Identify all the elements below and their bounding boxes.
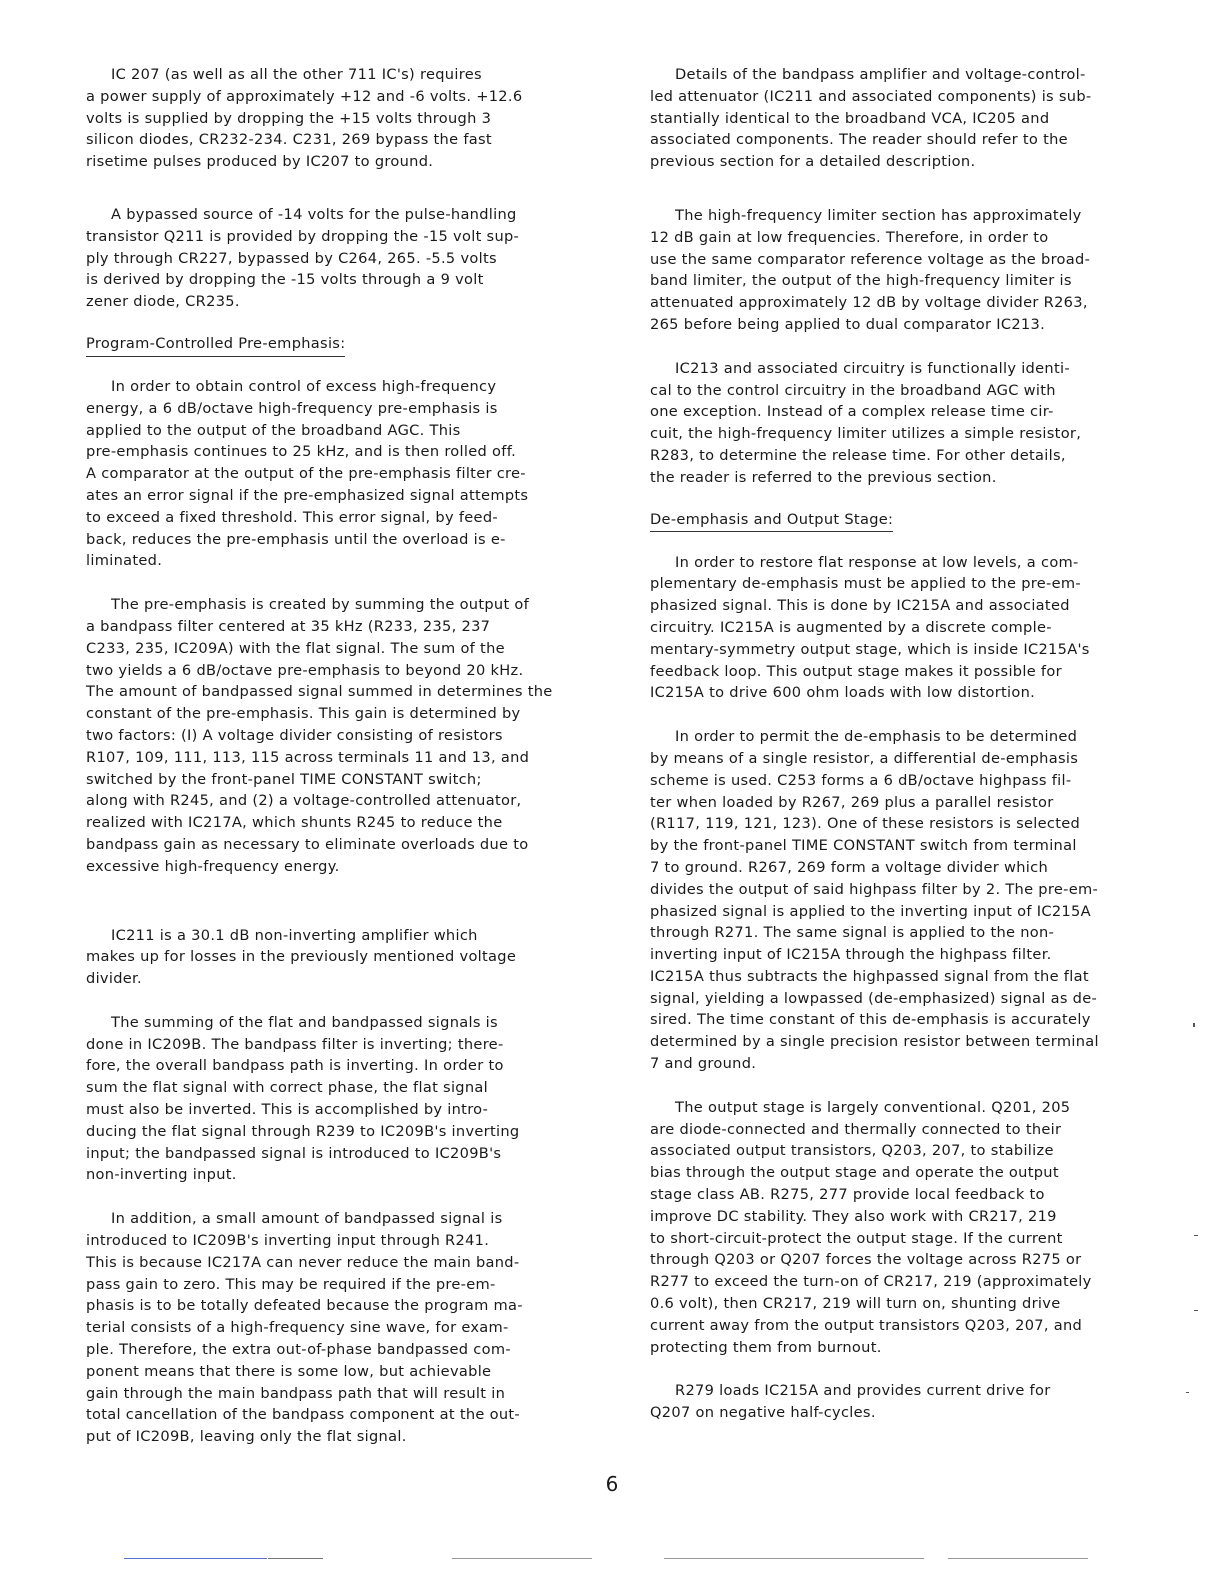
scan-speck bbox=[1186, 1392, 1189, 1393]
scan-speck bbox=[1193, 1023, 1195, 1027]
scan-speck bbox=[1194, 1310, 1198, 1311]
left-column bbox=[86, 64, 572, 1448]
paragraph: In order to obtain control of excess high-frequency energy, a 6 dB/octave high-frequency pre-emphasis is applied to the output of the broadband AGC. This pre-emphasis continues to 25 kHz, and is then rolled off. A comparator at the output of the pre-emphasis filter cre- ates an error signal if the pre-emphasized signal attempts to exceed a fixed threshold. This error signal, by feed- back, reduces the pre-emphasis until the overload is e- liminated. bbox=[86, 377, 529, 570]
paragraph: The summing of the flat and bandpassed signals is done in IC209B. The bandpass filter is inverting; there- fore, the overall bandpass path is inverting. In order to sum the flat signal with correct phase, the flat signal must also be inverted. This is accomplished by intro- ducing the flat signal through R239 to IC209B's inverting input; the bandpassed signal is introduced to IC209B's non-inverting input. bbox=[86, 1013, 520, 1184]
paragraph: IC211 is a 30.1 dB non-inverting amplifier which makes up for losses in the previously mentioned voltage divider. bbox=[86, 926, 517, 988]
paragraph: In order to permit the de-emphasis to be determined by means of a single resistor, a differential de-emphasis scheme is used. C253 forms a 6 dB/octave highpass fil- ter when loaded by R267, 269 plus a parallel resistor (R117, 119, 121, 123). One of these resistors is selected by the front-panel TIME CONSTANT switch from terminal 7 to ground. R267, 269 form a voltage divider which divides the output of said highpass filter by 2. The pre-em- phasized signal is applied to the inverting input of IC215A through R271. The same signal is applied to the non- inverting input of IC215A through the highpass filter. IC215A thus subtracts the highpassed signal from the flat signal, yielding a lowpassed (de-emphasized) signal as de- sired. The time constant of this de-emphasis is accurately determined by a single precision resistor between terminal 7 and ground. bbox=[650, 728, 1099, 1073]
section-heading-pre-emphasis: Program-Controlled Pre-emphasis: bbox=[86, 333, 345, 357]
paragraph: The pre-emphasis is created by summing the output of a bandpass filter centered at 35 kHz (R233, 235, 237 C233, 235, IC209A) with the flat signal. The sum of the two yields a 6 dB/octave pre-emphasis to beyond 20 kHz. The amount of bandpassed signal summed in determines the constant of the pre-emphasis. This gain is determined by two factors: (I) A voltage divider consisting of resistors R107, 109, 111, 113, 115 across terminals 11 and 13, and switched by the front-panel TIME CONSTANT switch; along with R245, and (2) a voltage-controlled attenuator, realized with IC217A, which shunts R245 to reduce the bandpass gain as necessary to eliminate overloads due to excessive high-frequency energy. bbox=[86, 596, 553, 875]
footer-rule bbox=[452, 1558, 592, 1559]
footer-rule bbox=[268, 1558, 323, 1559]
paragraph: The output stage is largely conventional. Q201, 205 are diode-connected and thermally connected to their associated output transistors, Q203, 207, to stabilize bias through the output stage and operate the output stage class AB. R275, 277 provide local feedback to improve DC stability. They also work with CR217, 219 to short-circuit-protect the output stage. If the current through Q203 or Q207 forces the voltage across R275 or R277 to exceed the turn-on of CR217, 219 (approximately 0.6 volt), then CR217, 219 will turn on, shunting drive current away from the output transistors Q203, 207, and protecting them from burnout. bbox=[650, 1098, 1092, 1356]
paragraph: R279 loads IC215A and provides current drive for Q207 on negative half-cycles. bbox=[650, 1382, 1051, 1422]
paragraph: Details of the bandpass amplifier and voltage-control- led attenuator (IC211 and associated components) is sub- stantially identical to the broadband VCA, IC205 and associated components. The reader should refer to the previous section for a detailed description. bbox=[650, 66, 1092, 171]
paragraph: IC213 and associated circuitry is functionally identi- cal to the control circuitry in the broadband AGC with one exception. Instead of a complex release time cir- cuit, the high-frequency limiter utilizes a simple resistor, R283, to determine the release time. For other details, the reader is referred to the previous section. bbox=[650, 359, 1082, 486]
footer-rule bbox=[664, 1558, 924, 1559]
paragraph: The high-frequency limiter section has approximately 12 dB gain at low frequencies. Therefore, in order to use the same comparator reference voltage as the broad- band limiter, the output of the high-frequency limiter is attenuated approximately 12 dB by voltage divider R263, 265 before being applied to dual comparator IC213. bbox=[650, 206, 1091, 333]
section-heading-de-emphasis: De-emphasis and Output Stage: bbox=[650, 509, 893, 533]
paragraph: IC 207 (as well as all the other 711 IC's) requires a power supply of approximately +12 and -6 volts. +12.6 volts is supplied by dropping the +15 volts through 3 silicon diodes, CR232-234. C231, 269 bypass the fast risetime pulses produced by IC207 to ground. bbox=[86, 66, 523, 171]
paragraph: In addition, a small amount of bandpassed signal is introduced to IC209B's inverting input through R241. This is because IC217A can never reduce the main band- pass gain to zero. This may be required if the pre-em- phasis is to be totally defeated because the program ma- terial consists of a high-frequency sine wave, for exam- ple. Therefore, the extra out-of-phase bandpassed com- ponent means that there is some low, but achievable gain through the main bandpass path that will result in total cancellation of the bandpass component at the out- put of IC209B, leaving only the flat signal. bbox=[86, 1210, 523, 1446]
footer-rule bbox=[948, 1558, 1088, 1559]
paragraph: In order to restore flat response at low levels, a com- plementary de-emphasis must be applied to the pre-em- phasized signal. This is done by IC215A and associated circuitry. IC215A is augmented by a discrete comple- mentary-symmetry output stage, which is inside IC215A's feedback loop. This output stage makes it possible for IC215A to drive 600 ohm loads with low distortion. bbox=[650, 553, 1090, 702]
footer-rule bbox=[124, 1558, 267, 1559]
page-number: 6 bbox=[605, 1472, 619, 1496]
scan-speck bbox=[1194, 1235, 1198, 1236]
paragraph: A bypassed source of -14 volts for the pulse-handling transistor Q211 is provided by dropping the -15 volt sup- ply through CR227, bypassed by C264, 265. -5.5 volts is derived by dropping the -15 volts through a 9 volt zener diode, CR235. bbox=[86, 205, 520, 311]
right-column bbox=[650, 64, 1136, 1424]
